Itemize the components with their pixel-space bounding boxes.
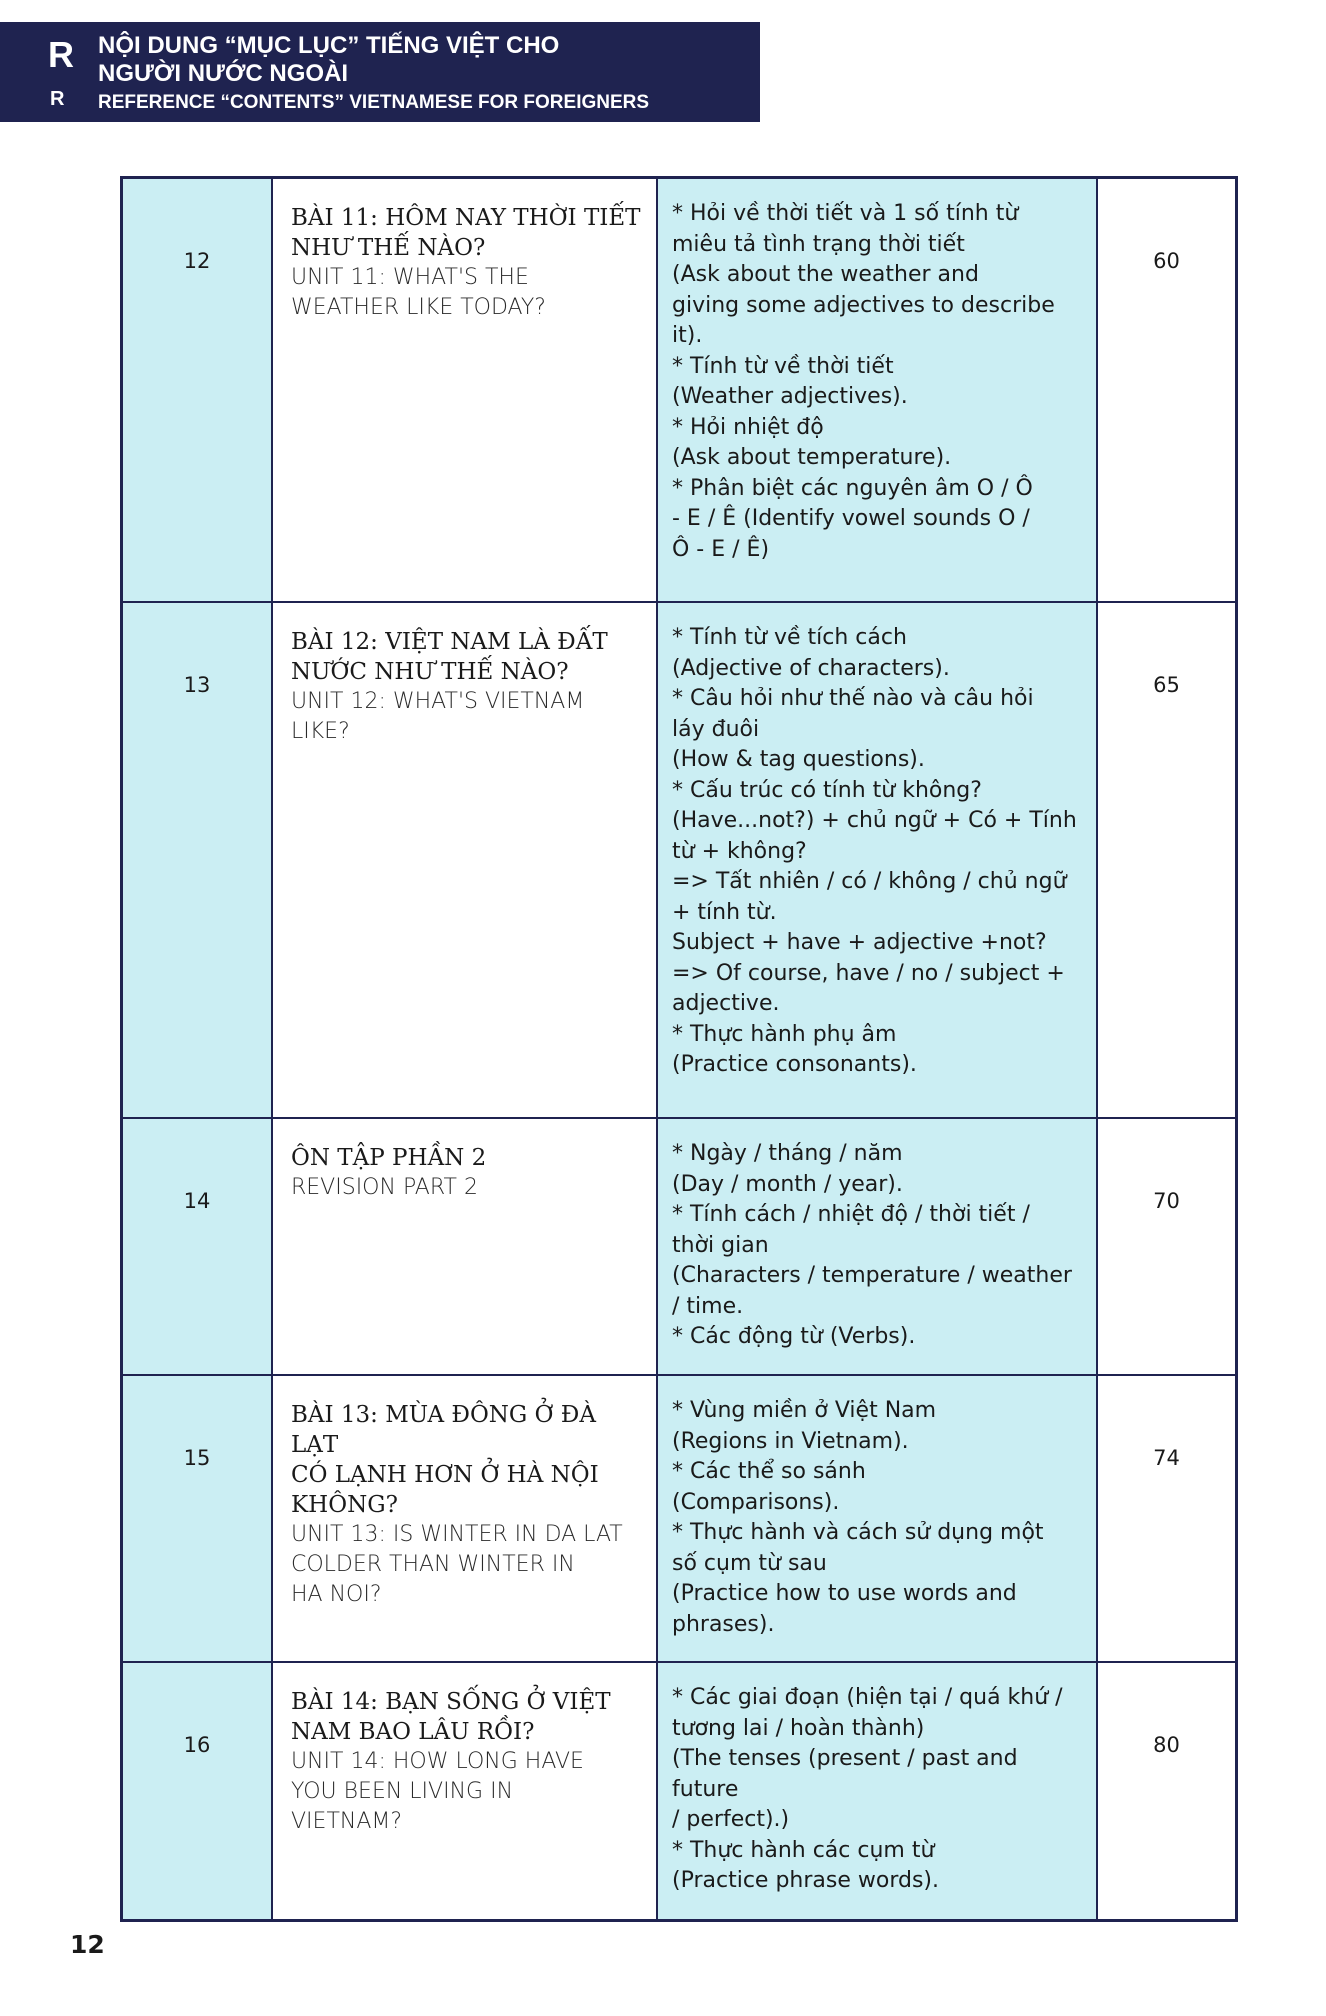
lesson-content-line: (Practice consonants). bbox=[672, 1052, 917, 1077]
lesson-content-line: (Ask about temperature). bbox=[672, 445, 952, 470]
lesson-number-cell bbox=[123, 179, 273, 603]
lesson-title-en: COLDER THAN WINTER IN bbox=[291, 1552, 575, 1577]
lesson-content-line: * Câu hỏi như thế nào và câu hỏi bbox=[672, 686, 1034, 711]
lesson-content-line: - E / Ê (Identify vowel sounds O / bbox=[672, 506, 1030, 531]
lesson-content-line: (How & tag questions). bbox=[672, 747, 925, 772]
lesson-content-line: số cụm từ sau bbox=[672, 1550, 827, 1576]
lesson-content-line: * Thực hành các cụm từ bbox=[672, 1837, 935, 1863]
lesson-content-line: (Weather adjectives). bbox=[672, 384, 908, 409]
lesson-number: 15 bbox=[183, 1446, 211, 1470]
lesson-title-en: YOU BEEN LIVING IN bbox=[291, 1779, 514, 1804]
lesson-content-line: phrases). bbox=[672, 1611, 775, 1637]
lesson-content-line: (Characters / temperature / weather bbox=[672, 1263, 1072, 1288]
lesson-number: 16 bbox=[183, 1733, 211, 1757]
contents-table bbox=[120, 176, 1238, 1922]
lesson-content-line: (The tenses (present / past and future bbox=[672, 1746, 1018, 1802]
page-number: 12 bbox=[70, 1930, 105, 1959]
lesson-page-number: 80 bbox=[1153, 1733, 1180, 1757]
lesson-content-line: từ + không? bbox=[672, 838, 807, 864]
lesson-title-cell bbox=[273, 603, 658, 1119]
lesson-content-line: (Have...not?) + chủ ngữ + Có + Tính bbox=[672, 808, 1077, 833]
lesson-content-line: / time. bbox=[672, 1293, 744, 1319]
lesson-number-cell bbox=[123, 1663, 273, 1919]
lesson-page-number: 74 bbox=[1153, 1446, 1180, 1470]
lesson-content-cell bbox=[658, 603, 1098, 1119]
lesson-title-en: LIKE? bbox=[291, 719, 350, 744]
lesson-title-vn: BÀI 14: BẠN SỐNG Ở VIỆT bbox=[291, 1689, 611, 1715]
lesson-content-line: * Phân biệt các nguyên âm O / Ô bbox=[672, 475, 1033, 501]
lesson-content-line: * Thực hành và cách sử dụng một bbox=[672, 1520, 1044, 1545]
lesson-content-line: * Tính cách / nhiệt độ / thời tiết / bbox=[672, 1202, 1030, 1227]
lesson-page-cell bbox=[1098, 179, 1235, 603]
lesson-title-vn: BÀI 11: HÔM NAY THỜI TIẾT bbox=[291, 205, 641, 231]
lesson-content-line: => Of course, have / no / subject + bbox=[672, 960, 1065, 986]
lesson-content-line: (Regions in Vietnam). bbox=[672, 1428, 909, 1454]
lesson-content-cell bbox=[658, 179, 1098, 603]
lesson-title-vn: BÀI 13: MÙA ĐÔNG Ở ĐÀ LẠT bbox=[291, 1402, 596, 1458]
lesson-content-line: (Practice how to use words and bbox=[672, 1581, 1017, 1606]
lesson-title-vn: ÔN TẬP PHẦN 2 bbox=[291, 1145, 487, 1171]
lesson-page-cell bbox=[1098, 1376, 1235, 1663]
lesson-title-en: HA NOI? bbox=[291, 1582, 382, 1607]
lesson-title-en: VIETNAM? bbox=[291, 1809, 403, 1834]
lesson-title-cell bbox=[273, 179, 658, 603]
lesson-content-line: * Hỏi về thời tiết và 1 số tính từ bbox=[672, 201, 1019, 226]
lesson-content-line: * Ngày / tháng / năm bbox=[672, 1141, 903, 1166]
header-banner bbox=[0, 22, 760, 122]
lesson-content-line: (Practice phrase words). bbox=[672, 1868, 939, 1893]
banner-logo-letter-small: R bbox=[50, 88, 65, 110]
lesson-number-cell bbox=[123, 1119, 273, 1376]
lesson-content-line: tương lai / hoàn thành) bbox=[672, 1715, 925, 1741]
lesson-content-line: * Hỏi nhiệt độ bbox=[672, 414, 824, 440]
lesson-page-cell bbox=[1098, 1663, 1235, 1919]
lesson-page-number: 70 bbox=[1153, 1189, 1180, 1213]
lesson-content-line: Ô - E / Ê) bbox=[672, 536, 770, 562]
lesson-content-line: (Adjective of characters). bbox=[672, 655, 950, 681]
lesson-content-line: * Các giai đoạn (hiện tại / quá khứ / bbox=[672, 1685, 1063, 1710]
lesson-title-vn: NAM BAO LÂU RỒI? bbox=[291, 1719, 535, 1745]
lesson-content-line: / perfect).) bbox=[672, 1807, 790, 1832]
banner-title-vn-line1: NỘI DUNG “MỤC LỤC” TIẾNG VIỆT CHO bbox=[98, 32, 560, 59]
lesson-number: 13 bbox=[183, 673, 211, 697]
lesson-content-line: * Tính từ về tích cách bbox=[672, 625, 907, 650]
lesson-title-en: UNIT 13: IS WINTER IN DA LAT bbox=[291, 1522, 623, 1547]
lesson-page-cell bbox=[1098, 603, 1235, 1119]
lesson-content-line: giving some adjectives to describe it). bbox=[672, 292, 1055, 348]
lesson-title-en: WEATHER LIKE TODAY? bbox=[291, 295, 546, 320]
lesson-title-en: REVISION PART 2 bbox=[291, 1175, 478, 1200]
lesson-title-cell bbox=[273, 1663, 658, 1919]
lesson-title-cell bbox=[273, 1376, 658, 1663]
lesson-content-line: * Vùng miền ở Việt Nam bbox=[672, 1398, 937, 1423]
lesson-content-line: => Tất nhiên / có / không / chủ ngữ bbox=[672, 869, 1067, 894]
lesson-content-cell bbox=[658, 1663, 1098, 1919]
lesson-title-vn: BÀI 12: VIỆT NAM LÀ ĐẤT bbox=[291, 629, 608, 655]
lesson-content-line: * Tính từ về thời tiết bbox=[672, 353, 894, 379]
lesson-title-vn: KHÔNG? bbox=[291, 1492, 398, 1518]
lesson-title-cell bbox=[273, 1119, 658, 1376]
lesson-content-line: + tính từ. bbox=[672, 899, 777, 925]
lesson-title-en: UNIT 11: WHAT'S THE bbox=[291, 265, 529, 290]
lesson-title-vn: NƯỚC NHƯ THẾ NÀO? bbox=[291, 659, 569, 685]
lesson-content-line: miêu tả tình trạng thời tiết bbox=[672, 231, 965, 257]
lesson-title-vn: NHƯ THẾ NÀO? bbox=[291, 235, 486, 261]
lesson-number-cell bbox=[123, 603, 273, 1119]
banner-title-en: REFERENCE “CONTENTS” VIETNAMESE FOR FOREIGNERS bbox=[98, 92, 650, 113]
lesson-content-cell bbox=[658, 1119, 1098, 1376]
lesson-content-line: thời gian bbox=[672, 1232, 769, 1258]
lesson-title-en: UNIT 12: WHAT'S VIETNAM bbox=[291, 689, 585, 714]
lesson-content-line: (Ask about the weather and bbox=[672, 262, 979, 287]
lesson-number: 14 bbox=[183, 1189, 211, 1213]
lesson-content-line: láy đuôi bbox=[672, 716, 760, 742]
lesson-content-line: (Comparisons). bbox=[672, 1489, 840, 1515]
lesson-content-line: * Thực hành phụ âm bbox=[672, 1021, 897, 1047]
lesson-page-cell bbox=[1098, 1119, 1235, 1376]
lesson-number-cell bbox=[123, 1376, 273, 1663]
lesson-page-number: 65 bbox=[1153, 673, 1180, 697]
banner-logo-letter: R bbox=[48, 34, 74, 75]
lesson-title-vn: CÓ LẠNH HƠN Ở HÀ NỘI bbox=[291, 1462, 599, 1488]
lesson-title-en: UNIT 14: HOW LONG HAVE bbox=[291, 1749, 584, 1774]
lesson-content-line: (Day / month / year). bbox=[672, 1171, 903, 1197]
lesson-content-line: adjective. bbox=[672, 991, 780, 1016]
lesson-content-line: * Các động từ (Verbs). bbox=[672, 1324, 916, 1349]
lesson-number: 12 bbox=[183, 249, 211, 273]
lesson-content-line: * Cấu trúc có tính từ không? bbox=[672, 777, 982, 803]
lesson-content-line: * Các thể so sánh bbox=[672, 1459, 866, 1484]
lesson-content-line: Subject + have + adjective +not? bbox=[672, 930, 1047, 955]
lesson-page-number: 60 bbox=[1153, 249, 1180, 273]
lesson-content-cell bbox=[658, 1376, 1098, 1663]
banner-title-vn-line2: NGƯỜI NƯỚC NGOÀI bbox=[98, 60, 349, 87]
